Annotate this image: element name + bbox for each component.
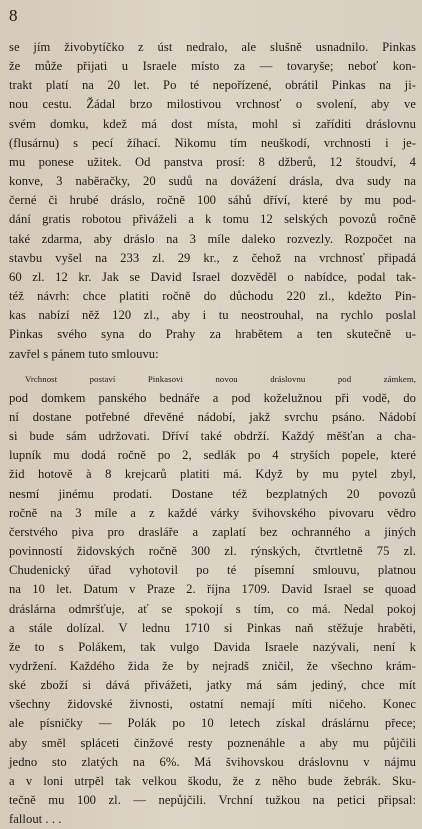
text-line: dání gratis robotou přiváželi a k tomu 12 selských povozů ročně [9,212,416,227]
body-text [9,38,416,829]
text-line: svém domku, kdež má dost místa, mohl si zaříditi dráslovnu [9,116,416,131]
text-line: fallout . . . [9,812,62,827]
text-line: a stále dolízal. V lednu 1710 si Pinkas naň stěžuje hraběti, [9,620,416,635]
paragraph [9,370,416,829]
text-line: čerstvého piva pro drasláře a zaplatí bez ochranného a jiných [9,524,416,539]
text-line: také zdarma, aby dráslo na 3 míle daleko rozvezly. Rozpočet na [9,231,416,246]
text-line: Pinkas svého syna do Prahy za hrabětem a ten skutečně u- [9,327,416,342]
text-line: pod domkem panského bednáře a pod koželužnou při vodě, do [9,390,416,405]
text-line: (flusárnu) s pecí žíhací. Nikomu tím neuškodí, vrchnosti i je- [9,135,416,150]
text-line: jedno sto zlatých na 6%. Má švihovskou dráslovnu v nájmu [9,754,416,769]
text-line: všechny židovské živnosti, ostatní nemají míti ničeho. Konec [9,697,416,712]
text-line: na 10 let. Datum v Praze 2. října 1709. David Israel se quoad [9,582,416,597]
text-line: též návrh: chce platiti ročně do důchodu 220 zl., kdežto Pin- [9,289,416,304]
text-line: vydržení. Každého žida že by nejradš zničil, že všechno krám- [9,659,416,673]
page-number: 8 [9,6,18,25]
text-line: lupník mu dodá ročně po 2, sedlák po 4 stryších popele, které [9,448,416,463]
text-line: ale písničky — Polák po 10 letech získal dráslárnu přece; [9,716,416,731]
text-line: 60 zl. 12 kr. Jak se David Israel dozvěděl o nabídce, podal tak- [9,269,416,284]
text-line: stavbu vyšel na 233 zl. 29 kr., z čehož na vrchnosť připadá [9,250,416,265]
text-line: dráslárna odmršťuje, ať se spokojí s tím, co má. Nedal pokoj [9,601,416,616]
text-line: mu ponese užitek. Od panstva prosí: 8 džberů, 12 štoudví, 4 [9,154,416,169]
text-line: černé či hrubé dráslo, ročně 100 sáhů dříví, které by mu pod- [9,193,416,208]
text-line: kas nabízí něž 120 zl., aby i tu neostrouhal, na rychlo poslal [9,308,416,323]
text-line: ské zboží si dává přivážeti, jatky má sám jediný, chce mít [9,678,416,693]
text-line: a v loni utrpěl tak velkou škodu, že z něho bude žebrák. Sku- [9,773,416,788]
text-line: ní dostane potřebné dřevěné nádobí, jakž svrchu psáno. Nádobí [9,409,416,424]
text-line: že může přijati u Israele místo za — tovaryše; neboť kon- [9,59,416,74]
text-line: si bude sám udržovati. Dříví také obdrží. Každý měšťan a cha- [9,429,416,444]
text-line: povinností židovských ročně 300 zl. rýnských, čtvrtletně 75 zl. [9,544,416,559]
text-line: zavřel s pánem tuto smlouvu: [9,346,159,361]
text-line: konve, 3 naběračky, 20 sudů na dovážení drásla, dva sudy na [9,174,416,189]
text-line: se jím živobytíčko z úst nedralo, ale slušně usnadnilo. Pinkas [9,40,416,54]
text-line: aby směl spláceti činžové resty poznenáhle a aby mu půjčili [9,735,416,750]
text-line: žid hotově à 8 krejcarů platiti má. Když by mu pytel zbyl, [9,467,416,482]
paragraph [9,38,416,364]
text-line: Vrchnost postaví Pinkasovi novou dráslovnu pod zámkem, [25,373,416,384]
text-line: že to s Polákem, tak vulgo Davida Israele nazývali, není k [9,639,416,654]
text-line: Chudenický úřad vyhotovil po té písemní smlouvu, platnou [9,563,416,578]
text-line: tečně mu 100 zl. — nepůjčili. Vrchní tužkou na petici připsal: [9,793,416,808]
text-line: ročně na 3 míle a z každé várky švihovského pivovaru vědro [9,505,416,520]
text-line: nesmí jinému prodati. Dostane též bezplatných 20 povozů [9,486,416,501]
text-line: nou cestu. Žádal brzo milostivou vrchnosť o svolení, aby ve [9,97,416,112]
text-line: trakt platí na 20 let. Po té nepořízené, obrátil Pinkas na ji- [9,78,416,93]
